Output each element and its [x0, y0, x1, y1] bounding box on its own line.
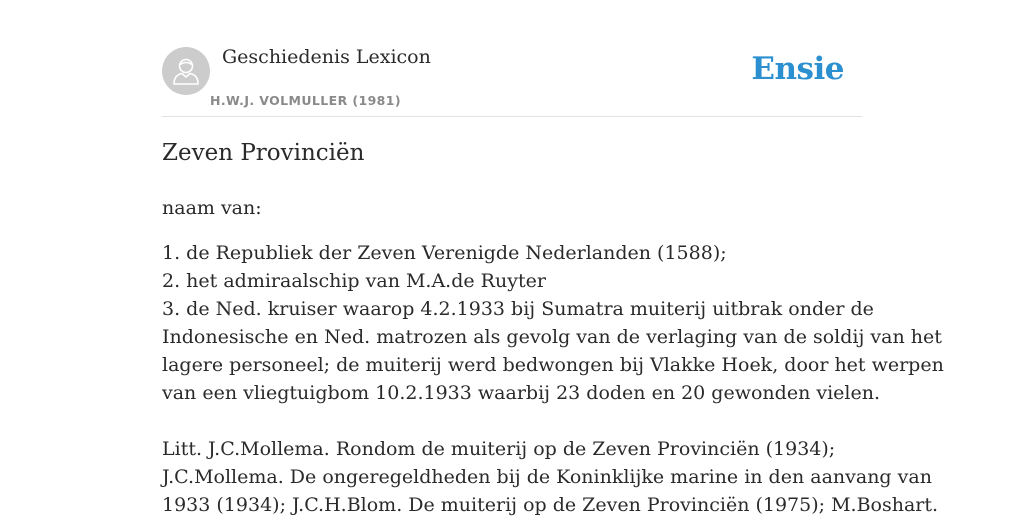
body-line: 2. het admiraalschip van M.A.de Ruyter — [162, 270, 546, 292]
literature-line: 1933 (1934); J.C.H.Blom. De muiterij op de Zeven Provinciën (1975); M.Boshart. — [162, 494, 939, 516]
body-line: 1. de Republiek der Zeven Verenigde Nederlanden (1588); — [162, 242, 727, 264]
body-line: van een vliegtuigbom 10.2.1933 waarbij 23 doden en 20 gewonden vielen. — [162, 382, 880, 404]
article-intro: naam van: — [162, 197, 262, 219]
page — [162, 0, 944, 516]
page-title: Zeven Provinciën — [162, 140, 365, 166]
body-line: 3. de Ned. kruiser waarop 4.2.1933 bij Sumatra muiterij uitbrak onder de — [162, 298, 874, 320]
body-line: Indonesische en Ned. matrozen als gevolg van de verlaging van de soldij van het — [162, 326, 942, 348]
author-credit[interactable]: H.W.J. VOLMULLER (1981) — [210, 93, 401, 108]
brand-logo[interactable]: Ensie — [751, 51, 844, 87]
literature-line: Litt. J.C.Mollema. Rondom de muiterij op de Zeven Provinciën (1934); — [162, 438, 836, 460]
avatar[interactable] — [162, 47, 210, 95]
paragraph-gap — [162, 407, 862, 435]
article-body — [162, 239, 944, 519]
header — [162, 0, 862, 117]
body-line: lagere personeel; de muiterij werd bedwongen bij Vlakke Hoek, door het werpen — [162, 354, 944, 376]
literature-line: J.C.Mollema. De ongeregeldheden bij de Koninklijke marine in den aanvang van — [162, 466, 932, 488]
user-icon — [171, 55, 201, 87]
publication-title[interactable]: Geschiedenis Lexicon — [222, 46, 431, 68]
